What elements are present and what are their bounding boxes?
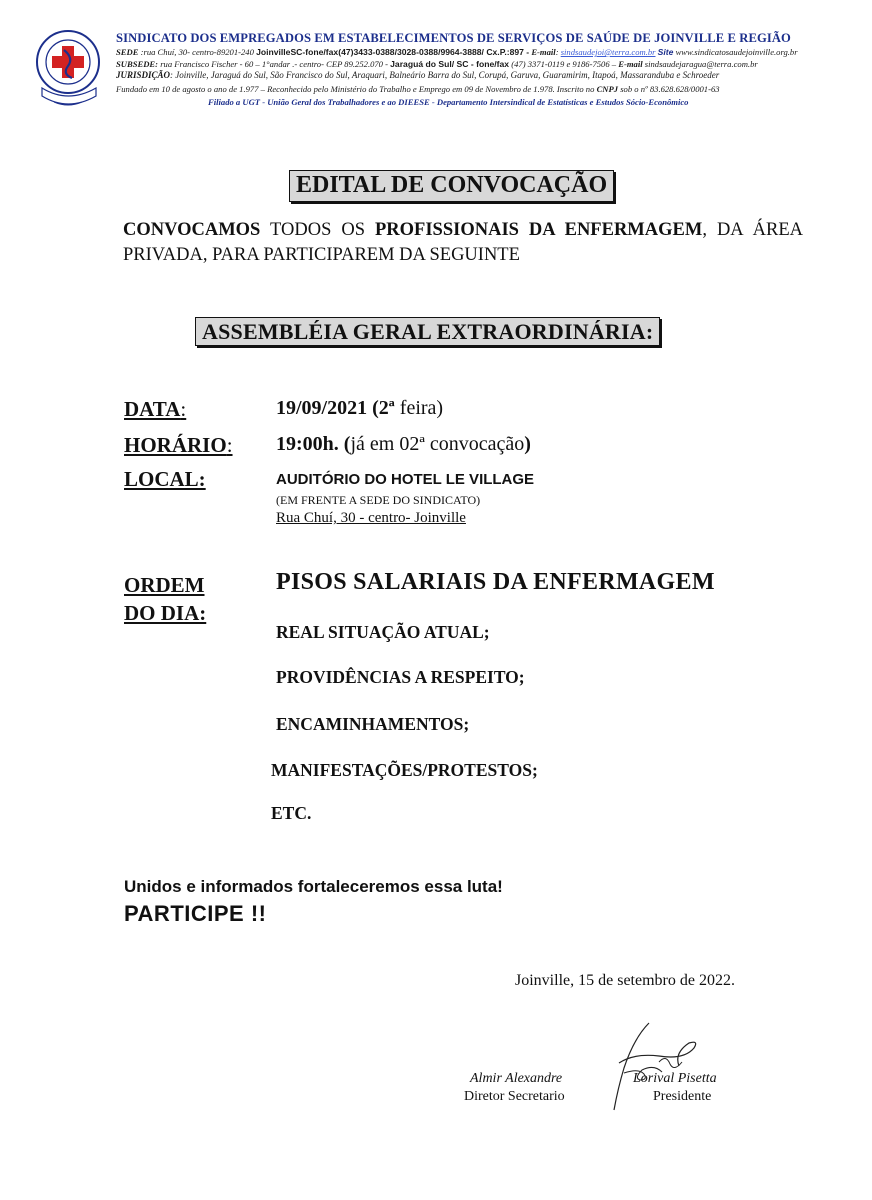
signer-role: Diretor Secretario	[464, 1089, 565, 1104]
agenda-label: ORDEM DO DIA:	[124, 573, 207, 625]
time-value: 19:00h. (já em 02ª convocação)	[276, 433, 531, 455]
sede-site-link[interactable]: www.sindicatosaudejoinville.org.br	[675, 47, 798, 57]
location-address: Rua Chuí, 30 - centro- Joinville	[276, 510, 466, 526]
union-logo	[34, 28, 106, 112]
agenda-item: MANIFESTAÇÕES/PROTESTOS;	[271, 760, 538, 780]
letterhead-filiado: Filiado a UGT - União Geral dos Trabalhadores e ao DIEESE - Departamento Intersindical de Estatísticas e Estudos Sócio-Econômico	[208, 97, 689, 107]
location-name: AUDITÓRIO DO HOTEL LE VILLAGE	[276, 471, 535, 488]
participe-callout: PARTICIPE !!	[124, 901, 267, 926]
document-title: EDITAL DE CONVOCAÇÃO	[289, 170, 614, 202]
agenda-item: PROVIDÊNCIAS A RESPEITO;	[276, 667, 525, 687]
location-note: (EM FRENTE A SEDE DO SINDICATO)	[276, 493, 481, 507]
letterhead-jurisdicao: JURISDIÇÃO: Joinville, Jaraguá do Sul, São Francisco do Sul, Araquari, Balneário Barra do Sul, Corupá, Garuva, Guaramirim, Itapoá, Massaranduba e Schroeder	[116, 70, 720, 80]
intro-paragraph: CONVOCAMOS TODOS OS PROFISSIONAIS DA ENFERMAGEM, DA ÁREA PRIVADA, PARA PARTICIPAREM DA SEGUINTE	[123, 220, 803, 265]
location-label: LOCAL:	[124, 467, 206, 491]
time-label: HORÁRIO:	[124, 433, 233, 457]
agenda-item: ENCAMINHAMENTOS;	[276, 714, 470, 734]
date-value: 19/09/2021 (2ª feira)	[276, 397, 444, 419]
signer-role: Presidente	[653, 1089, 712, 1104]
letterhead-sede: SEDE :rua Chuí, 30- centro-89201-240 JoinvilleSC-fone/fax(47)3433-0388/3028-0388/9964-3888/ Cx.P.:897 - E-mail: sindsaudejoi@terra.com.br Site www.sindicatosaudejoinville.org.br	[116, 47, 798, 57]
signer-name: Almir Alexandre	[470, 1071, 563, 1086]
letterhead-subsede: SUBSEDE: rua Francisco Fischer - 60 – 1°andar .- centro- CEP 89.252.070 - Jaraguá do Sul/ SC - fone/fax (47) 3371-0119 e 9186-7506 – E-mail sindsaudejaragua@terra.com.br	[116, 59, 758, 69]
sede-email-link[interactable]: sindsaudejoi@terra.com.br	[560, 47, 656, 57]
place-date: Joinville, 15 de setembro de 2022.	[515, 972, 735, 989]
slogan: Unidos e informados fortaleceremos essa luta!	[124, 877, 503, 896]
letterhead-fundado: Fundado em 10 de agosto o ano de 1.977 – Reconhecido pelo Ministério do Trabalho e Emprego em 09 de Novembro de 1.978. Inscrito no CNPJ sob o nº 83.628.628/0001-63	[116, 84, 720, 94]
agenda-item: ETC.	[271, 803, 312, 823]
assembly-title: ASSEMBLÉIA GERAL EXTRAORDINÁRIA:	[195, 317, 660, 346]
agenda-title: PISOS SALARIAIS DA ENFERMAGEM	[276, 569, 715, 595]
letterhead-title: SINDICATO DOS EMPREGADOS EM ESTABELECIMENTOS DE SERVIÇOS DE SAÚDE DE JOINVILLE E REGIÃO	[116, 31, 791, 45]
date-label: DATA:	[124, 397, 187, 421]
agenda-item: REAL SITUAÇÃO ATUAL;	[276, 622, 490, 642]
subsede-email-link[interactable]: sindsaudejaragua@terra.com.br	[644, 59, 758, 69]
signer-name: Lorival Pisetta	[633, 1071, 717, 1086]
